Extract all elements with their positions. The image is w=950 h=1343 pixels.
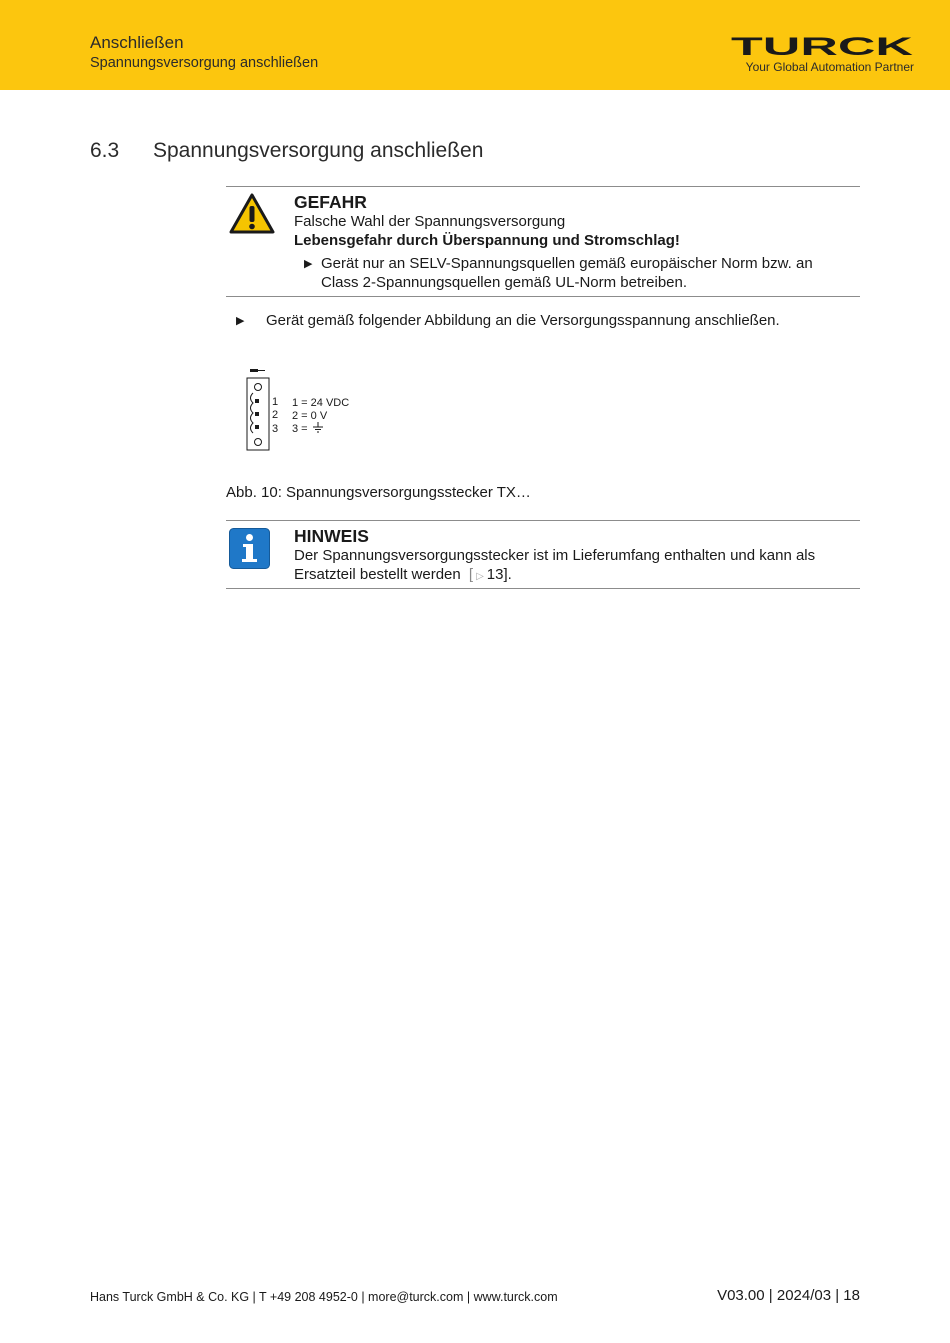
divider <box>226 186 860 187</box>
danger-heading: GEFAHR <box>294 192 367 212</box>
ground-symbol-icon <box>313 422 323 432</box>
divider <box>226 520 860 521</box>
danger-line1: Falsche Wahl der Spannungsversorgung <box>294 213 566 230</box>
pin-label-3: 3 <box>272 423 279 435</box>
bullet-arrow-icon: ▶ <box>236 315 245 327</box>
page-header <box>0 0 950 90</box>
header-tagline: Your Global Automation Partner <box>745 60 914 74</box>
section-number: 6.3 <box>90 139 120 162</box>
logo-text: TURCK <box>731 36 913 58</box>
page-ref-arrow-icon: ▷ <box>476 571 484 582</box>
pin-assign-1: 1 = 24 VDC <box>292 397 350 409</box>
footer-contact: Hans Turck GmbH & Co. KG | T +49 208 4952-0 | more@turck.com | www.turck.com <box>90 1290 558 1304</box>
bullet-arrow-icon: ▶ <box>304 258 313 270</box>
danger-line2: Lebensgefahr durch Überspannung und Stromschlag! <box>294 232 680 249</box>
divider <box>226 296 860 297</box>
figure-caption: Abb. 10: Spannungsversorgungsstecker TX… <box>226 484 531 501</box>
info-icon <box>229 528 270 569</box>
turck-logo <box>730 36 914 58</box>
note-line2-text: Ersatzteil bestellt werden <box>294 566 461 583</box>
pin-label-2: 2 <box>272 409 279 421</box>
danger-bullet-line1: Gerät nur an SELV-Spannungsquellen gemäß europäischer Norm bzw. an <box>321 255 813 272</box>
divider <box>226 588 860 589</box>
instruction-text: Gerät gemäß folgender Abbildung an die Versorgungsspannung anschließen. <box>266 312 780 329</box>
footer-version-page: V03.00 | 2024/03 | 18 <box>717 1287 860 1304</box>
warning-triangle-icon <box>228 192 276 236</box>
pin-assign-2: 2 = 0 V <box>292 410 328 422</box>
pin-label-1: 1 <box>272 396 279 408</box>
note-heading: HINWEIS <box>294 526 369 546</box>
connector-diagram <box>240 364 370 456</box>
section-title: Spannungsversorgung anschließen <box>153 139 484 162</box>
ref-bracket: [ <box>468 566 474 583</box>
note-line1: Der Spannungsversorgungsstecker ist im Lieferumfang enthalten und kann als <box>294 547 816 564</box>
page-reference-link[interactable]: 13]. <box>486 566 512 583</box>
note-line2 <box>294 565 512 586</box>
pin-assign-3: 3 = <box>292 423 308 435</box>
header-section: Spannungsversorgung anschließen <box>90 55 319 71</box>
danger-bullet-line2: Class 2-Spannungsquellen gemäß UL-Norm betreiben. <box>321 274 688 291</box>
header-chapter: Anschließen <box>90 33 184 52</box>
